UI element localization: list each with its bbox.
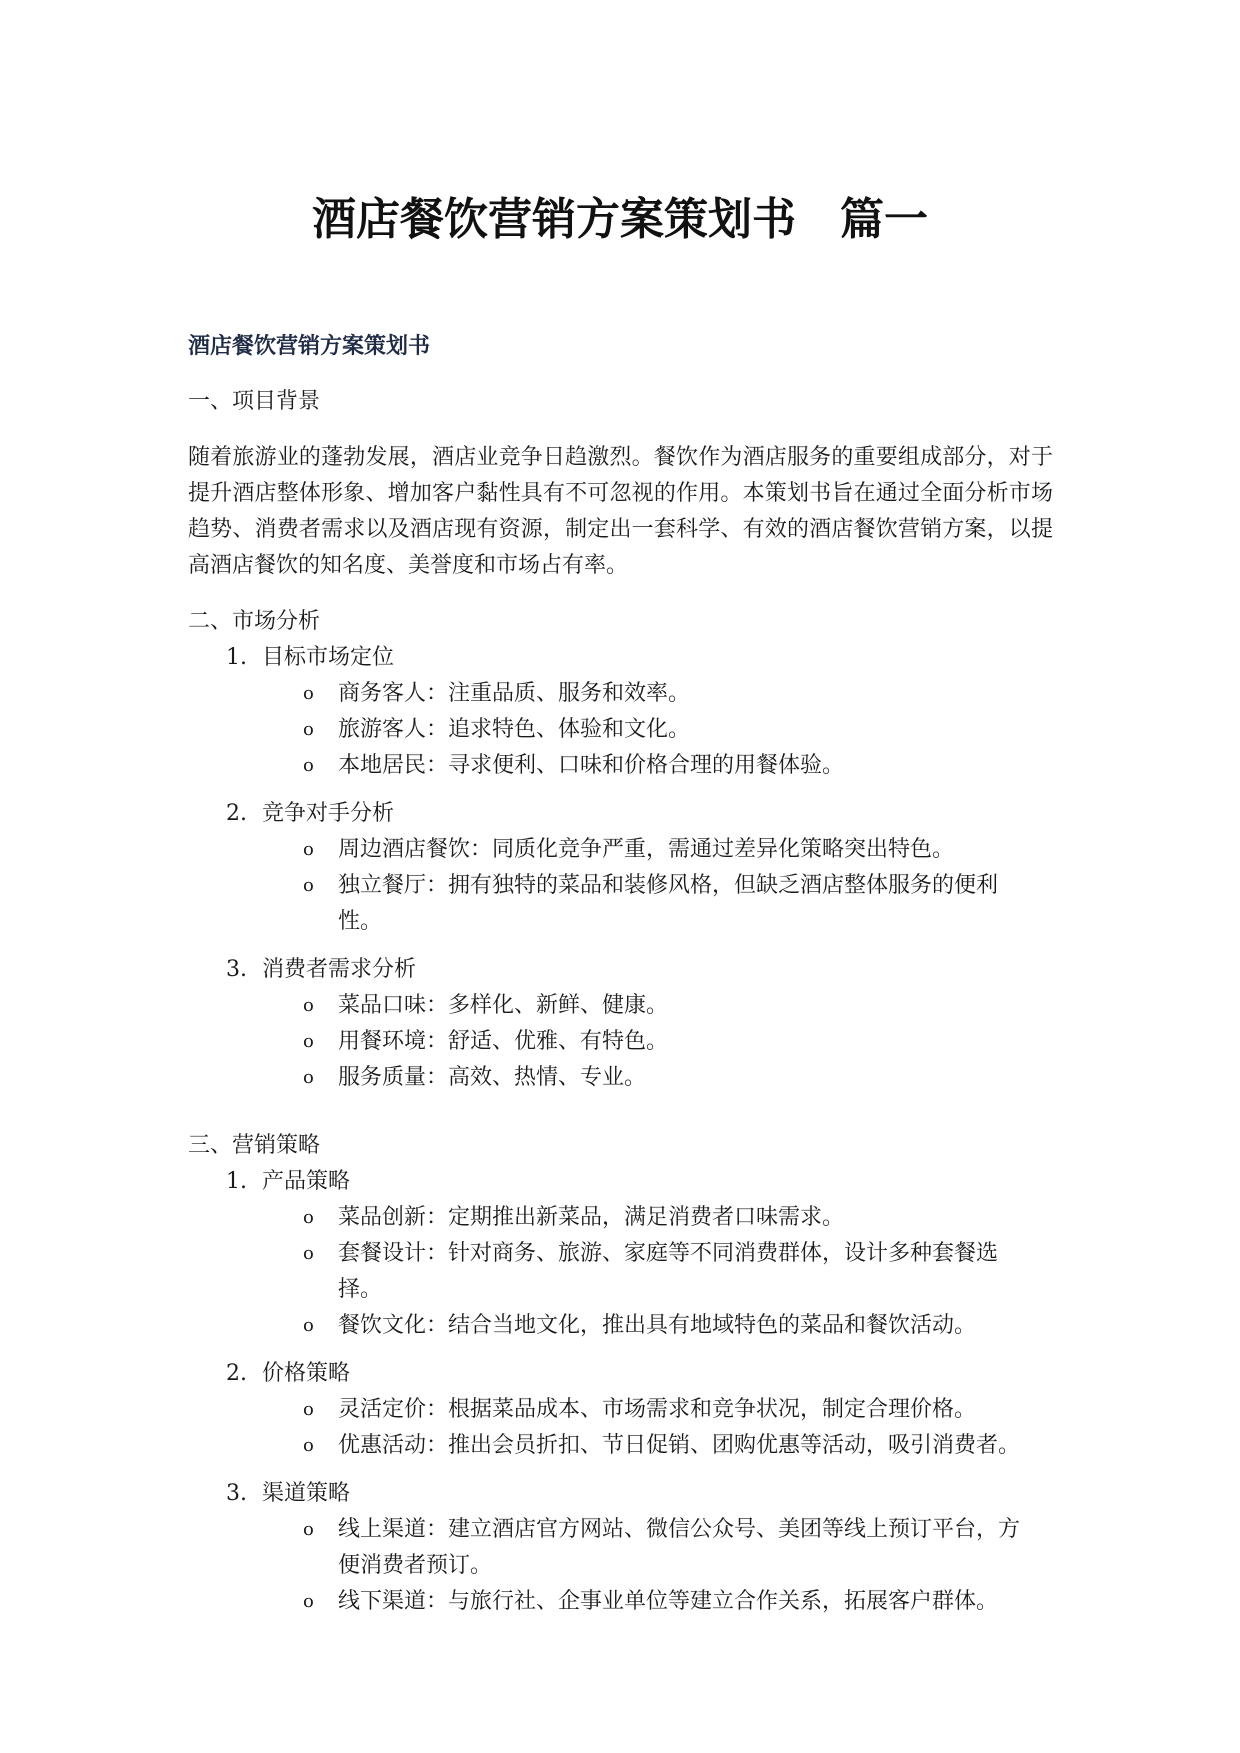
bullet-item <box>188 676 1053 712</box>
bullet-item <box>188 1236 1053 1308</box>
bullet-icon: o <box>303 1435 314 1456</box>
bullet-item <box>188 868 1053 940</box>
bullet-text: 菜品口味：多样化、新鲜、健康。 <box>338 993 669 1018</box>
bullet-icon: o <box>303 1243 314 1264</box>
bullet-item <box>188 1392 1053 1428</box>
item-number: 1. <box>226 1169 247 1194</box>
bullet-icon: o <box>303 683 314 704</box>
bullet-text: 独立餐厅：拥有独特的菜品和装修风格，但缺乏酒店整体服务的便利性。 <box>338 873 999 934</box>
item-number: 3. <box>226 957 247 982</box>
bullet-list <box>188 1392 1053 1464</box>
section-project-background <box>188 384 1053 584</box>
item-label: 产品策略 <box>262 1169 351 1194</box>
document-body <box>188 328 1053 1632</box>
item-number: 2. <box>226 1361 247 1386</box>
item-number: 1. <box>226 645 247 670</box>
item-number: 3. <box>226 1481 247 1506</box>
bullet-icon: o <box>303 1591 314 1612</box>
bullet-text: 优惠活动：推出会员折扣、节日促销、团购优惠等活动，吸引消费者。 <box>338 1433 1021 1458</box>
bullet-item <box>188 1024 1053 1060</box>
bullet-list <box>188 1512 1053 1620</box>
section-marketing-strategy <box>188 1128 1053 1620</box>
bullet-list <box>188 676 1053 784</box>
bullet-icon: o <box>303 1399 314 1420</box>
list-item <box>188 640 1053 784</box>
bullet-item <box>188 712 1053 748</box>
section-heading: 一、项目背景 <box>188 389 321 414</box>
bullet-item <box>188 1200 1053 1236</box>
section-market-analysis <box>188 604 1053 1096</box>
bullet-text: 线上渠道：建立酒店官方网站、微信公众号、美团等线上预订平台，方便消费者预订。 <box>338 1517 1021 1578</box>
bullet-item <box>188 1428 1053 1464</box>
section-heading: 二、市场分析 <box>188 609 321 634</box>
list-item <box>188 1164 1053 1344</box>
list-item <box>188 1356 1053 1464</box>
document-subtitle: 酒店餐饮营销方案策划书 <box>188 333 431 359</box>
section-heading: 三、营销策略 <box>188 1133 321 1158</box>
bullet-item <box>188 1584 1053 1620</box>
bullet-text: 本地居民：寻求便利、口味和价格合理的用餐体验。 <box>338 753 845 778</box>
bullet-item <box>188 1060 1053 1096</box>
bullet-icon: o <box>303 1207 314 1228</box>
bullet-item <box>188 1512 1053 1584</box>
numbered-list <box>188 640 1053 1096</box>
bullet-item <box>188 832 1053 868</box>
item-label: 目标市场定位 <box>262 645 395 670</box>
bullet-text: 套餐设计：针对商务、旅游、家庭等不同消费群体，设计多种套餐选择。 <box>338 1241 999 1302</box>
bullet-text: 周边酒店餐饮：同质化竞争严重，需通过差异化策略突出特色。 <box>338 837 955 862</box>
bullet-icon: o <box>303 1519 314 1540</box>
bullet-item <box>188 748 1053 784</box>
bullet-item <box>188 988 1053 1024</box>
bullet-text: 旅游客人：追求特色、体验和文化。 <box>338 717 691 742</box>
bullet-text: 菜品创新：定期推出新菜品，满足消费者口味需求。 <box>338 1205 845 1230</box>
bullet-list <box>188 988 1053 1096</box>
item-label: 价格策略 <box>262 1361 351 1386</box>
item-label: 消费者需求分析 <box>262 957 417 982</box>
item-number: 2. <box>226 801 247 826</box>
list-item <box>188 796 1053 940</box>
bullet-icon: o <box>303 1315 314 1336</box>
bullet-icon: o <box>303 1067 314 1088</box>
item-label: 竞争对手分析 <box>262 801 395 826</box>
bullet-text: 服务质量：高效、热情、专业。 <box>338 1065 647 1090</box>
bullet-text: 用餐环境：舒适、优雅、有特色。 <box>338 1029 669 1054</box>
bullet-text: 餐饮文化：结合当地文化，推出具有地域特色的菜品和餐饮活动。 <box>338 1313 977 1338</box>
list-item <box>188 1476 1053 1620</box>
bullet-icon: o <box>303 1031 314 1052</box>
bullet-text: 线下渠道：与旅行社、企事业单位等建立合作关系，拓展客户群体。 <box>338 1589 999 1614</box>
bullet-item <box>188 1308 1053 1344</box>
bullet-icon: o <box>303 839 314 860</box>
page-title: 酒店餐饮营销方案策划书 篇一 <box>312 194 928 245</box>
section-paragraph: 随着旅游业的蓬勃发展，酒店业竞争日趋激烈。餐饮作为酒店服务的重要组成部分，对于提升酒店整体形象、增加客户黏性具有不可忽视的作用。本策划书旨在通过全面分析市场趋势、消费者需求以及酒店现有资源，制定出一套科学、有效的酒店餐饮营销方案，以提高酒店餐饮的知名度、美誉度和市场占有率。 <box>188 445 1053 578</box>
list-item <box>188 952 1053 1096</box>
bullet-list <box>188 1200 1053 1344</box>
bullet-icon: o <box>303 719 314 740</box>
item-label: 渠道策略 <box>262 1481 351 1506</box>
bullet-icon: o <box>303 875 314 896</box>
bullet-list <box>188 832 1053 940</box>
bullet-text: 商务客人：注重品质、服务和效率。 <box>338 681 691 706</box>
bullet-text: 灵活定价：根据菜品成本、市场需求和竞争状况，制定合理价格。 <box>338 1397 977 1422</box>
numbered-list <box>188 1164 1053 1620</box>
bullet-icon: o <box>303 995 314 1016</box>
bullet-icon: o <box>303 755 314 776</box>
